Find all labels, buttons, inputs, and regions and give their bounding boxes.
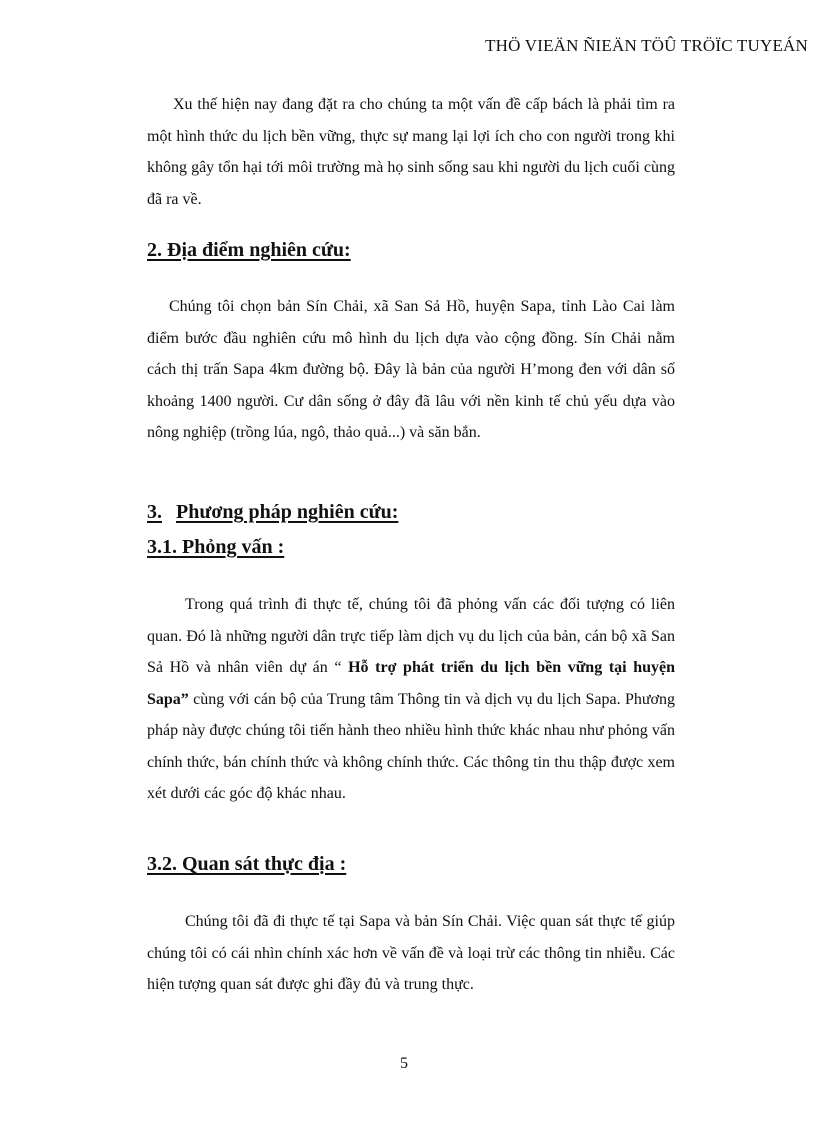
section-3-heading xyxy=(147,501,398,524)
section-3-2-paragraph: Chúng tôi đã đi thực tế tại Sapa và bản Sín Chải. Việc quan sát thực tế giúp chúng tôi có cái nhìn chính xác hơn về vấn đề và loại trừ các thông tin nhiễu. Các hiện tượng quan sát được ghi đầy đủ và trung thực. xyxy=(147,913,675,993)
section-2-paragraph: Chúng tôi chọn bản Sín Chải, xã San Sả Hồ, huyện Sapa, tỉnh Lào Cai làm điểm bước đầu nghiên cứu mô hình du lịch dựa vào cộng đồng. Sín Chải nằm cách thị trấn Sapa 4km đường bộ. Đây là bản của người H’mong đen với dân số khoảng 1400 người. Cư dân sống ở đây đã lâu với nền kinh tế chủ yếu dựa vào nông nghiệp (trồng lúa, ngô, thảo quả...) và săn bắn. xyxy=(147,298,675,441)
section-3-1-paragraph xyxy=(147,589,675,810)
section-3-1-text-a: Trong quá trình đi thực tế, chúng tôi đã phỏng vấn các đối tượng có liên quan. Đó là những người dân trực tiếp làm dịch vụ du lịch của bản, cán bộ xã San Sả Hồ và nhân viên dự án “ xyxy=(147,596,675,676)
page-number: 5 xyxy=(400,1055,408,1072)
section-3-1-block xyxy=(147,589,675,810)
running-header: THÖ VIEÄN ÑIEÄN TÖÛ TRÖÏC TUYEÁN xyxy=(485,36,808,55)
section-3-number: 3. xyxy=(147,501,162,523)
section-2-block xyxy=(147,291,675,449)
section-3-1-heading: 3.1. Phỏng vấn : xyxy=(147,536,285,558)
section-3-title: Phương pháp nghiên cứu: xyxy=(176,501,399,523)
intro-paragraph: Xu thế hiện nay đang đặt ra cho chúng ta một vấn đề cấp bách là phải tìm ra một hình thức du lịch bền vững, thực sự mang lại lợi ích cho con người trong khi không gây tổn hại tới môi trường mà họ sinh sống sau khi người du lịch cuối cùng đã ra về. xyxy=(147,96,675,208)
section-3-2-block xyxy=(147,906,675,1001)
section-3-1-text-b: cùng với cán bộ của Trung tâm Thông tin và dịch vụ du lịch Sapa. Phương pháp này được chúng tôi tiến hành theo nhiều hình thức khác nhau như phỏng vấn chính thức, bán chính thức và không chính thức. Các thông tin thu thập được xem xét dưới các góc độ khác nhau. xyxy=(147,690,675,802)
section-2-heading: 2. Địa điểm nghiên cứu: xyxy=(147,239,351,261)
project-name: Hỗ trợ phát triển du lịch bền vững tại huyện Sapa” xyxy=(147,659,676,708)
section-3-2-heading: 3.2. Quan sát thực địa : xyxy=(147,853,347,875)
intro-block xyxy=(147,89,675,215)
